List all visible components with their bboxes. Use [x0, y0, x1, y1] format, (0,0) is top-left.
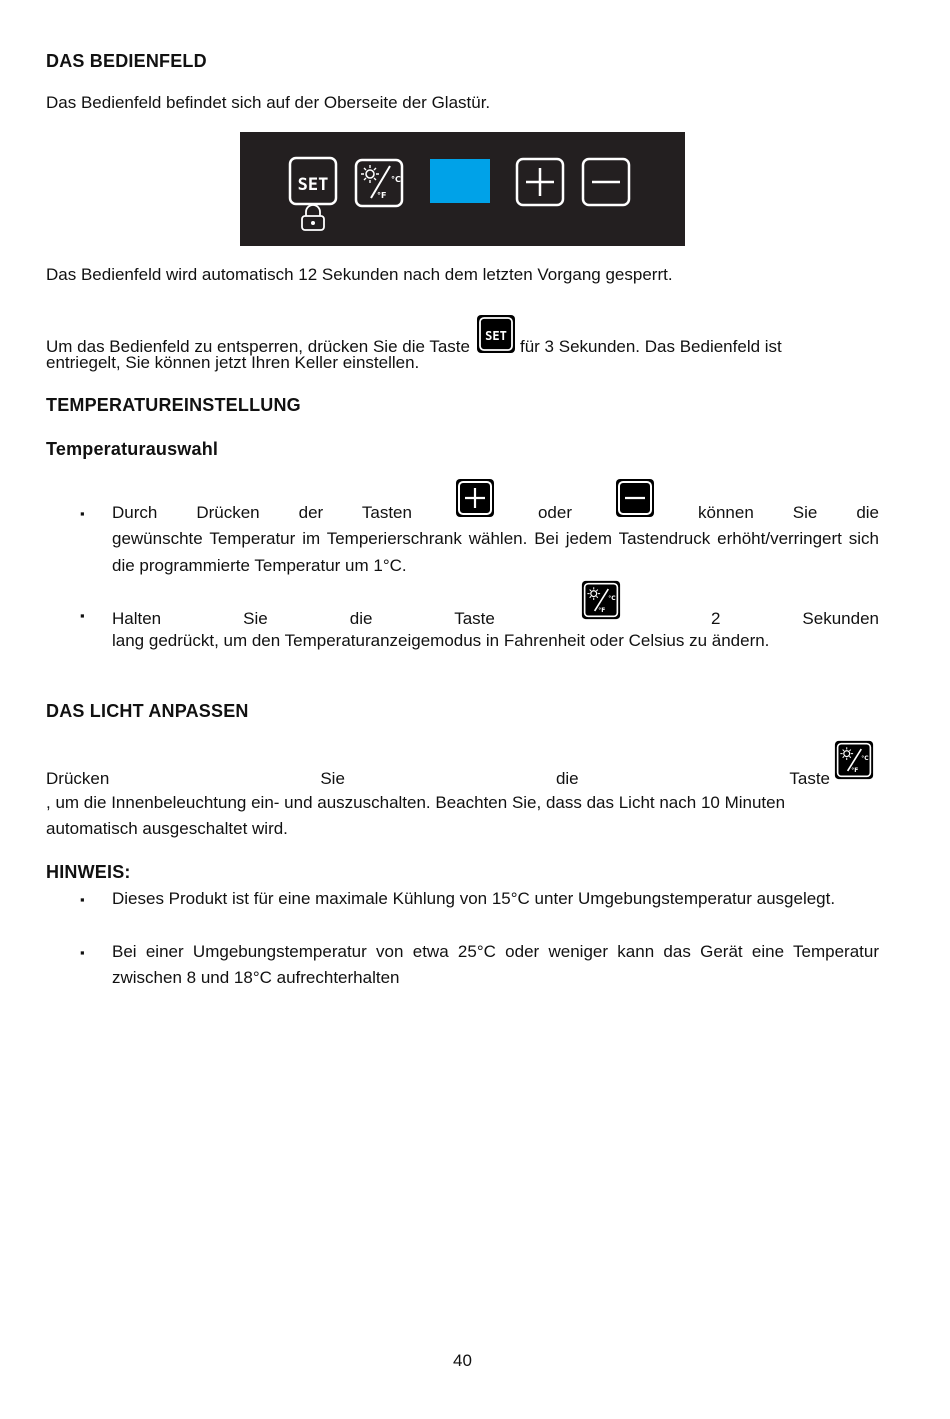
unlock-text-before: Um das Bedienfeld zu entsperren, drücken Sie die Taste [46, 337, 470, 356]
light-text-b-rest: , um die Innenbeleuchtung ein- und auszuschalten. Beachten Sie, dass das Licht nach 10 Minuten automatisch ausgeschaltet wird. [46, 793, 786, 838]
inline-set-label: SET [485, 329, 507, 343]
panel-unit-c: °C [391, 175, 401, 184]
bullet2-text-b-rest: lang gedrückt, um den Temperaturanzeigemodus in Fahrenheit oder Celsius zu ändern. [112, 631, 770, 650]
temperature-display [430, 159, 490, 203]
bullet1-text-b-first: können Sie die [698, 503, 880, 522]
bullet-temperature-select [112, 478, 879, 579]
bullet-unit-toggle [112, 580, 879, 654]
minus-button-icon [583, 159, 629, 205]
light-text-a: Drücken Sie die Taste [46, 769, 830, 788]
heading-temperatureinstellung: TEMPERATUREINSTELLUNG [46, 395, 301, 415]
lock-icon [302, 205, 324, 230]
panel-set-label: SET [297, 175, 329, 195]
light-temp-button-icon [834, 740, 878, 784]
bullet2-text-a: Halten Sie die Taste [112, 609, 495, 628]
control-panel-image [240, 132, 685, 246]
paragraph-light [46, 740, 880, 842]
bullet1-text-or: oder [537, 503, 572, 522]
paragraph-panel-location: Das Bedienfeld befindet sich auf der Oberseite der Glastür. [46, 93, 491, 112]
subheading-temperaturauswahl: Temperaturauswahl [46, 439, 219, 459]
plus-button-icon [455, 478, 495, 518]
heading-licht-anpassen: DAS LICHT ANPASSEN [46, 701, 249, 721]
light-temp-button-icon [356, 160, 402, 206]
inline-unit-f: °F [598, 607, 606, 614]
inline-unit-c: °C [861, 756, 869, 762]
heading-hinweis: HINWEIS: [46, 862, 131, 882]
bullet2-text-b-first: 2 Sekunden [710, 609, 879, 628]
heading-bedienfeld: DAS BEDIENFELD [46, 51, 207, 71]
bullet-marker: ▪ [80, 506, 85, 521]
panel-unit-f: °F [377, 191, 387, 200]
page-number: 40 [453, 1351, 472, 1370]
inline-unit-c: °C [608, 596, 616, 602]
paragraph-unlock-line2: entriegelt, Sie können jetzt Ihren Keller einstellen. [46, 353, 420, 372]
bullet-marker: ▪ [80, 608, 85, 623]
set-button-icon [476, 314, 516, 354]
inline-unit-f: °F [851, 767, 859, 774]
note-max-cooling: Dieses Produkt ist für eine maximale Kühlung von 15°C unter Umgebungstemperatur ausgelegt. [112, 889, 836, 908]
unlock-text-after: für 3 Sekunden. Das Bedienfeld ist [520, 337, 782, 356]
paragraph-auto-lock: Das Bedienfeld wird automatisch 12 Sekunden nach dem letzten Vorgang gesperrt. [46, 265, 673, 284]
minus-button-icon [615, 478, 655, 518]
note-temperature-range: Bei einer Umgebungstemperatur von etwa 25°C oder weniger kann das Gerät eine Temperatur zwischen 8 und 18°C aufrechterhalten [112, 942, 879, 987]
light-temp-button-icon [581, 580, 625, 624]
bullet1-text-b-rest: gewünschte Temperatur im Temperierschrank wählen. Bei jedem Tastendruck erhöht/verringert sich die programmierte Temperatur um 1°C. [112, 529, 879, 575]
bullet-marker: ▪ [80, 892, 85, 907]
bullet1-text-a: Durch Drücken der Tasten [112, 503, 412, 522]
bullet-marker: ▪ [80, 945, 85, 960]
set-button-icon [290, 158, 336, 204]
plus-button-icon [517, 159, 563, 205]
